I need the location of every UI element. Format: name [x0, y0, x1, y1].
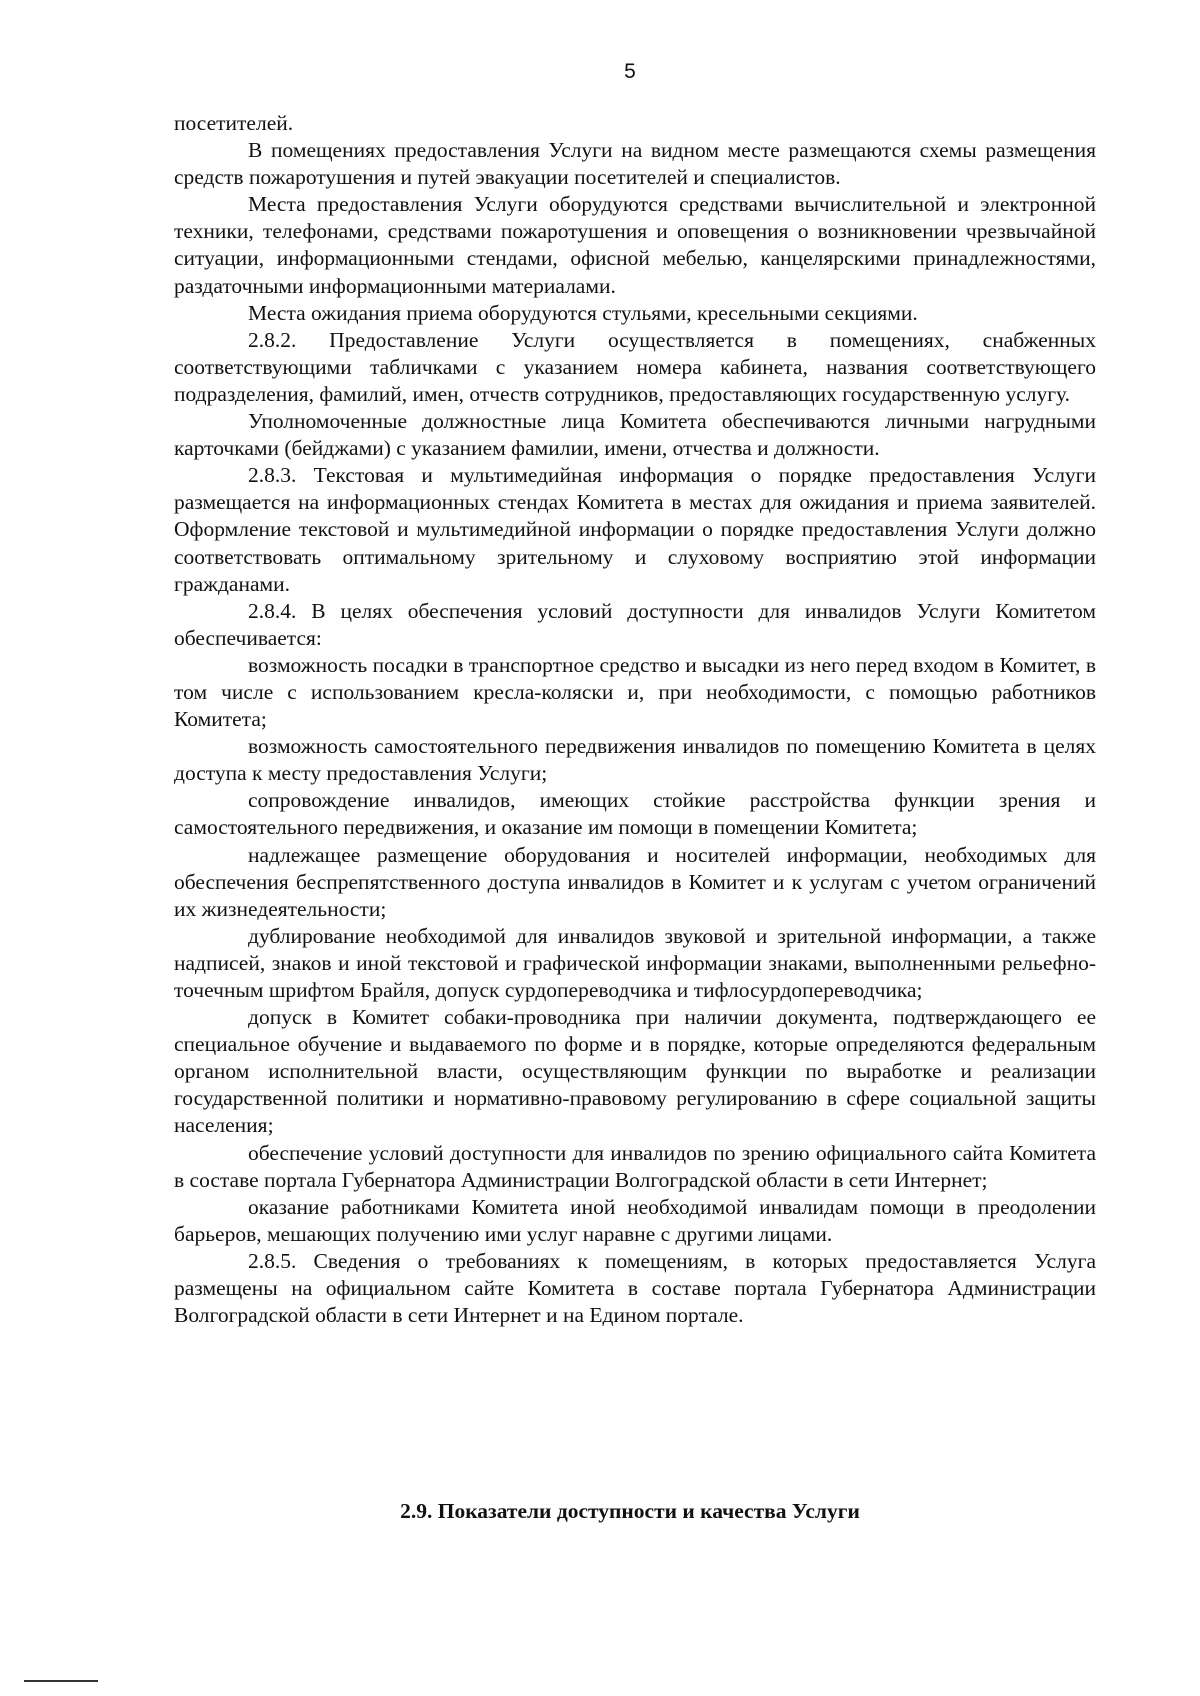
paragraph: Места предоставления Услуги оборудуются средствами вычислительной и электронной техники, телефонами, средствами пожаротушения и оповещения о возникновении чрезвычайной ситуации, информационными стендами, офисной мебелью, канцелярскими принадлежностями, раздаточными информационными материалами. — [174, 192, 1096, 298]
paragraph: Места ожидания приема оборудуются стульями, кресельными секциями. — [248, 300, 918, 325]
paragraph: 2.8.4. В целях обеспечения условий доступности для инвалидов Услуги Комитетом обеспечивается: — [174, 598, 1096, 650]
paragraph: допуск в Комитет собаки-проводника при наличии документа, подтверждающего ее специальное обучение и выдаваемого по форме и в порядке, которые определяются федеральным органом исполнительной власти, осуществляющим функции по выработке и реализации государственной политики и нормативно-правовому регулированию в сфере социальной защиты населения; — [174, 1005, 1096, 1138]
paragraph: 2.8.3. Текстовая и мультимедийная информация о порядке предоставления Услуги размещается на информационных стендах Комитета в местах для ожидания и приема заявителей. Оформление текстовой и мультимедийной информации о порядке предоставления Услуги должно соответствовать оптимальному зрительному и слуховому восприятию этой информации гражданами. — [174, 463, 1096, 596]
paragraph: сопровождение инвалидов, имеющих стойкие расстройства функции зрения и самостоятельного передвижения, и оказание им помощи в помещении Комитета; — [174, 788, 1096, 840]
paragraph: обеспечение условий доступности для инвалидов по зрению официального сайта Комитета в составе портала Губернатора Администрации Волгоградской области в сети Интернет; — [174, 1140, 1096, 1192]
paragraph: возможность самостоятельного передвижения инвалидов по помещению Комитета в целях доступа к месту предоставления Услуги; — [174, 734, 1096, 786]
paragraph: посетителей. — [174, 111, 294, 135]
paragraph: возможность посадки в транспортное средство и высадки из него перед входом в Комитет, в том числе с использованием кресла-коляски и, при необходимости, с помощью работников Комитета; — [174, 652, 1096, 732]
footer-rule — [24, 1680, 98, 1682]
paragraph: надлежащее размещение оборудования и носителей информации, необходимых для обеспечения беспрепятственного доступа инвалидов в Комитет и к услугам с учетом ограничений их жизнедеятельности; — [174, 842, 1096, 921]
page-number: 5 — [624, 60, 636, 83]
paragraph: 2.8.2. Предоставление Услуги осуществляется в помещениях, снабженных соответствующими табличками с указанием номера кабинета, названия соответствующего подразделения, фамилий, имен, отчеств сотрудников, предоставляющих государственную услугу. — [174, 327, 1096, 406]
paragraph: дублирование необходимой для инвалидов звуковой и зрительной информации, а также надписей, знаков и иной текстовой и графической информации знаками, выполненными рельефно-точечным шрифтом Брайля, допуск сурдопереводчика и тифлосурдопереводчика; — [174, 923, 1096, 1002]
paragraph: 2.8.5. Сведения о требованиях к помещениям, в которых предоставляется Услуга размещены на официальном сайте Комитета в составе портала Губернатора Администрации Волгоградской области в сети Интернет и на Едином портале. — [174, 1248, 1096, 1328]
section-heading: 2.9. Показатели доступности и качества Услуги — [400, 1499, 860, 1523]
document-body — [174, 110, 1096, 1329]
paragraph: Уполномоченные должностные лица Комитета обеспечиваются личными нагрудными карточками (бейджами) с указанием фамилии, имени, отчества и должности. — [174, 409, 1096, 461]
paragraph: В помещениях предоставления Услуги на видном месте размещаются схемы размещения средств пожаротушения и путей эвакуации посетителей и специалистов. — [174, 138, 1096, 190]
paragraph: оказание работниками Комитета иной необходимой инвалидам помощи в преодолении барьеров, мешающих получению ими услуг наравне с другими лицами. — [174, 1194, 1096, 1246]
